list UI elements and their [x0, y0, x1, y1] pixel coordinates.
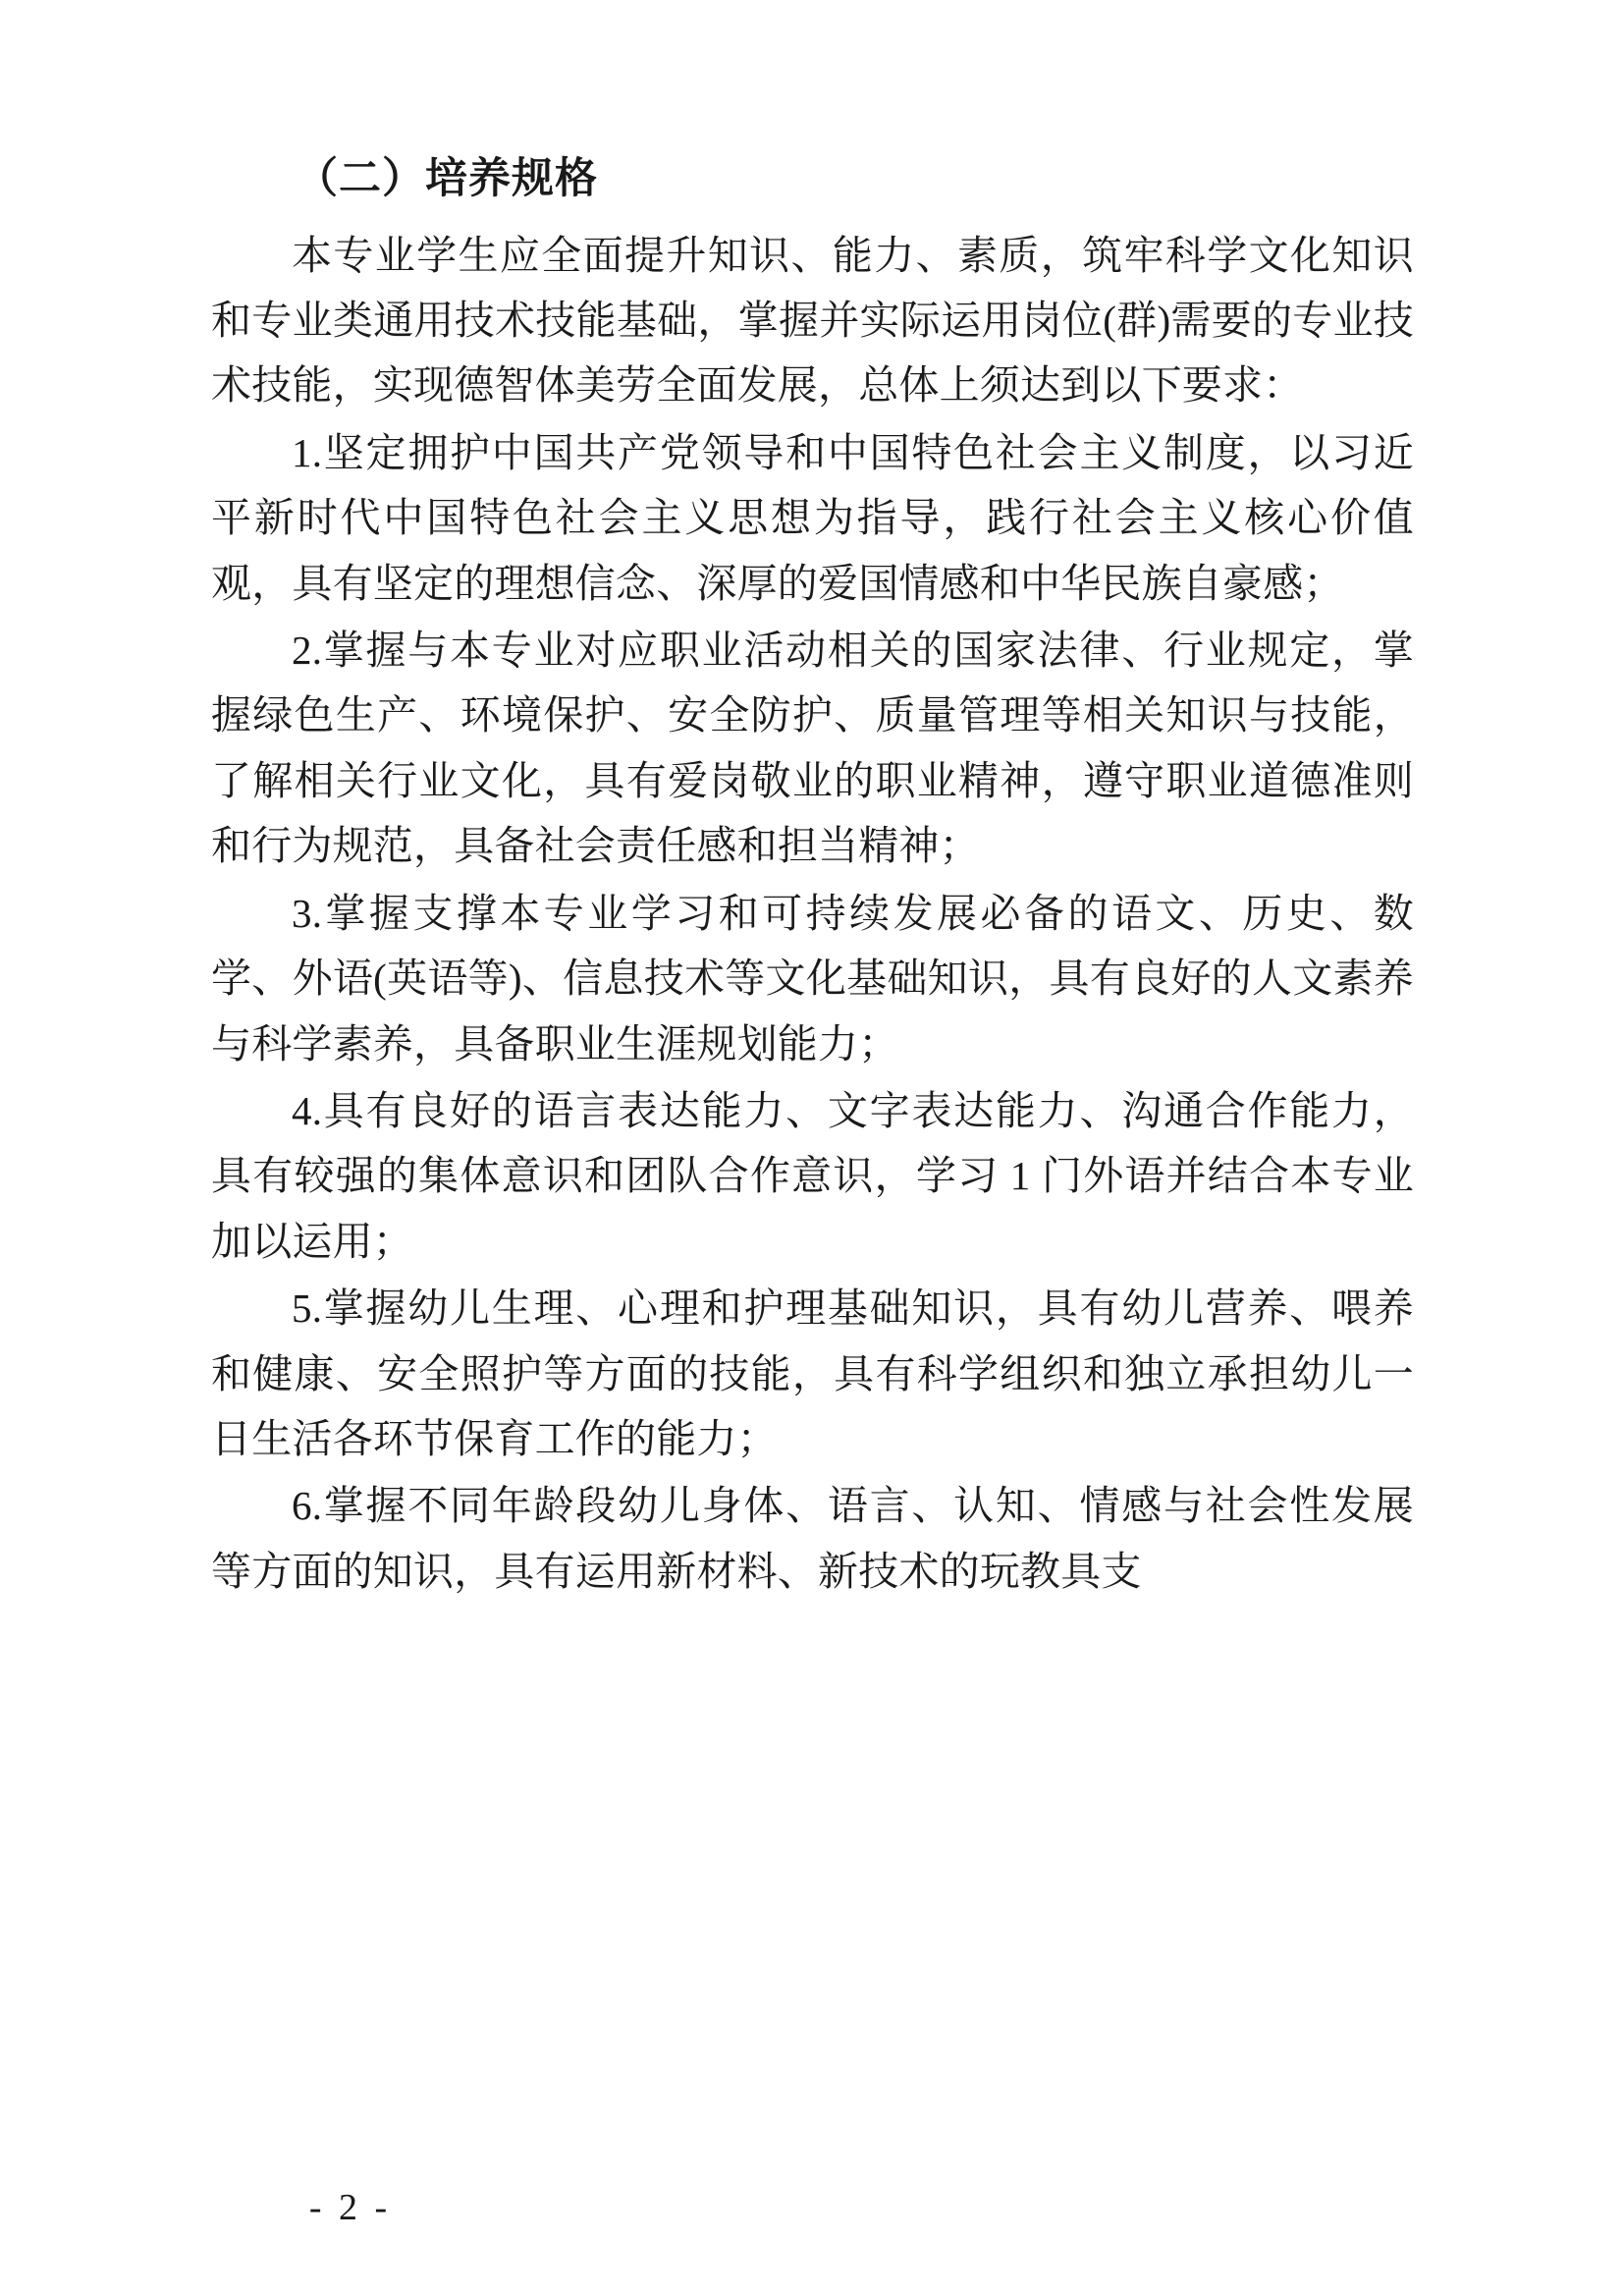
paragraph-item-4: 4.具有良好的语言表达能力、文字表达能力、沟通合作能力，具有较强的集体意识和团队合作意识，学习 1 门外语并结合本专业加以运用；	[211, 1087, 1414, 1264]
paragraph-item-1: 1.坚定拥护中国共产党领导和中国特色社会主义制度，以习近平新时代中国特色社会主义思想为指导，践行社会主义核心价值观，具有坚定的理想信念、深厚的爱国情感和中华民族自豪感；	[211, 429, 1414, 606]
paragraph-intro: 本专业学生应全面提升知识、能力、素质，筑牢科学文化知识和专业类通用技术技能基础，掌握并实际运用岗位(群)需要的专业技术技能，实现德智体美劳全面发展，总体上须达到以下要求：	[211, 232, 1414, 409]
page-number: - 2 -	[308, 2187, 392, 2228]
page-footer	[0, 2186, 1623, 2229]
document-body	[211, 147, 1414, 1604]
paragraph-item-5: 5.掌握幼儿生理、心理和护理基础知识，具有幼儿营养、喂养和健康、安全照护等方面的技能，具有科学组织和独立承担幼儿一日生活各环节保育工作的能力；	[211, 1285, 1414, 1461]
section-heading: （二）培养规格	[296, 156, 598, 202]
paragraph-item-3: 3.掌握支撑本专业学习和可持续发展必备的语文、历史、数学、外语(英语等)、信息技术等文化基础知识，具有良好的人文素养与科学素养，具备职业生涯规划能力；	[211, 890, 1414, 1066]
paragraph-item-6: 6.掌握不同年龄段幼儿身体、语言、认知、情感与社会性发展等方面的知识，具有运用新材料、新技术的玩教具支	[211, 1483, 1414, 1594]
paragraph-item-2: 2.掌握与本专业对应职业活动相关的国家法律、行业规定，掌握绿色生产、环境保护、安全防护、质量管理等相关知识与技能，了解相关行业文化，具有爱岗敬业的职业精神，遵守职业道德准则和行为规范，具备社会责任感和担当精神；	[211, 628, 1414, 869]
